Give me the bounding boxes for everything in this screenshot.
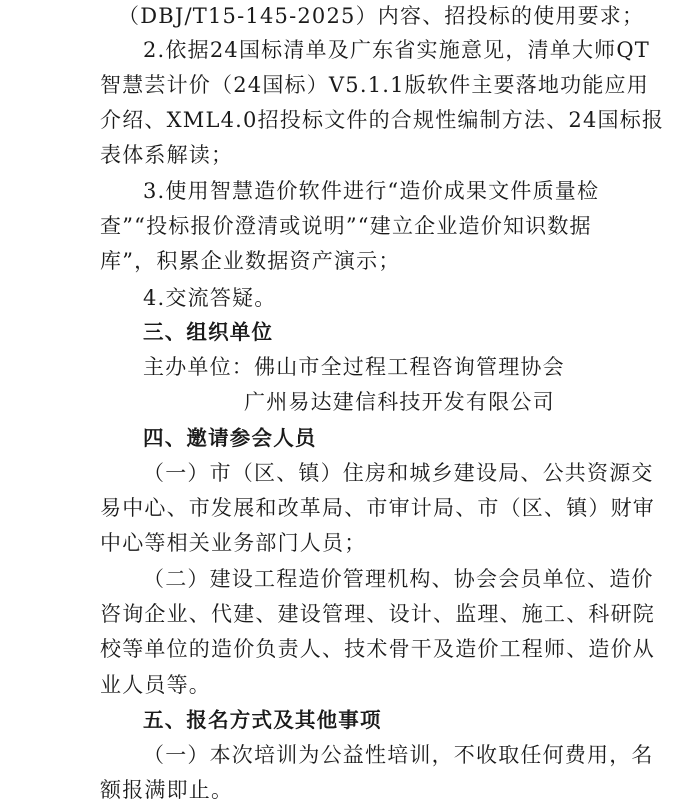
text-line-invitee-2-start: （二）建设工程造价管理机构、协会会员单位、造价 [143, 567, 654, 591]
section-heading-registration: 五、报名方式及其他事项 [143, 708, 382, 732]
text-line-item-2-cont-2: 介绍、XML4.0招投标文件的合规性编制方法、24国标报 [100, 108, 665, 132]
text-line-registration-1-start: （一）本次培训为公益性培训，不收取任何费用，名 [143, 743, 654, 767]
text-line-invitee-2-cont-2: 校等单位的造价负责人、技术骨干及造价工程师、造价从 [100, 637, 655, 661]
organizer-host: 主办单位：佛山市全过程工程咨询管理协会 [143, 355, 565, 379]
text-line-invitee-1-cont-2: 中心等相关业务部门人员； [100, 531, 367, 555]
section-heading-organizers: 三、组织单位 [143, 320, 274, 344]
organizer-second: 广州易达建信科技开发有限公司 [244, 390, 555, 414]
text-line-invitee-2-cont-3: 业人员等。 [100, 673, 211, 697]
text-line-item-4: 4.交流答疑。 [143, 286, 277, 310]
text-line-item-3-start: 3.使用智慧造价软件进行“造价成果文件质量检 [143, 179, 600, 203]
text-line-item-3-cont-1: 查”“投标报价澄清或说明”“建立企业造价知识数据 [100, 214, 592, 238]
text-line-standard-ref: （DBJ/T15-145-2025）内容、招投标的使用要求； [118, 4, 645, 28]
text-line-invitee-2-cont-1: 咨询企业、代建、建设管理、设计、监理、施工、科研院 [100, 602, 655, 626]
text-line-registration-1-cont: 额报满即止。 [100, 778, 234, 802]
section-heading-invitees: 四、邀请参会人员 [143, 426, 317, 450]
text-line-item-3-cont-2: 库”，积累企业数据资产演示； [100, 249, 401, 273]
text-line-invitee-1-start: （一）市（区、镇）住房和城乡建设局、公共资源交 [143, 461, 654, 485]
text-line-item-2-start: 2.依据24国标清单及广东省实施意见，清单大师QT [143, 38, 650, 62]
text-line-item-2-cont-1: 智慧芸计价（24国标）V5.1.1版软件主要落地功能应用 [100, 73, 649, 97]
text-line-item-2-cont-3: 表体系解读； [100, 143, 234, 167]
text-line-invitee-1-cont-1: 易中心、市发展和改革局、市审计局、市（区、镇）财审 [100, 496, 655, 520]
